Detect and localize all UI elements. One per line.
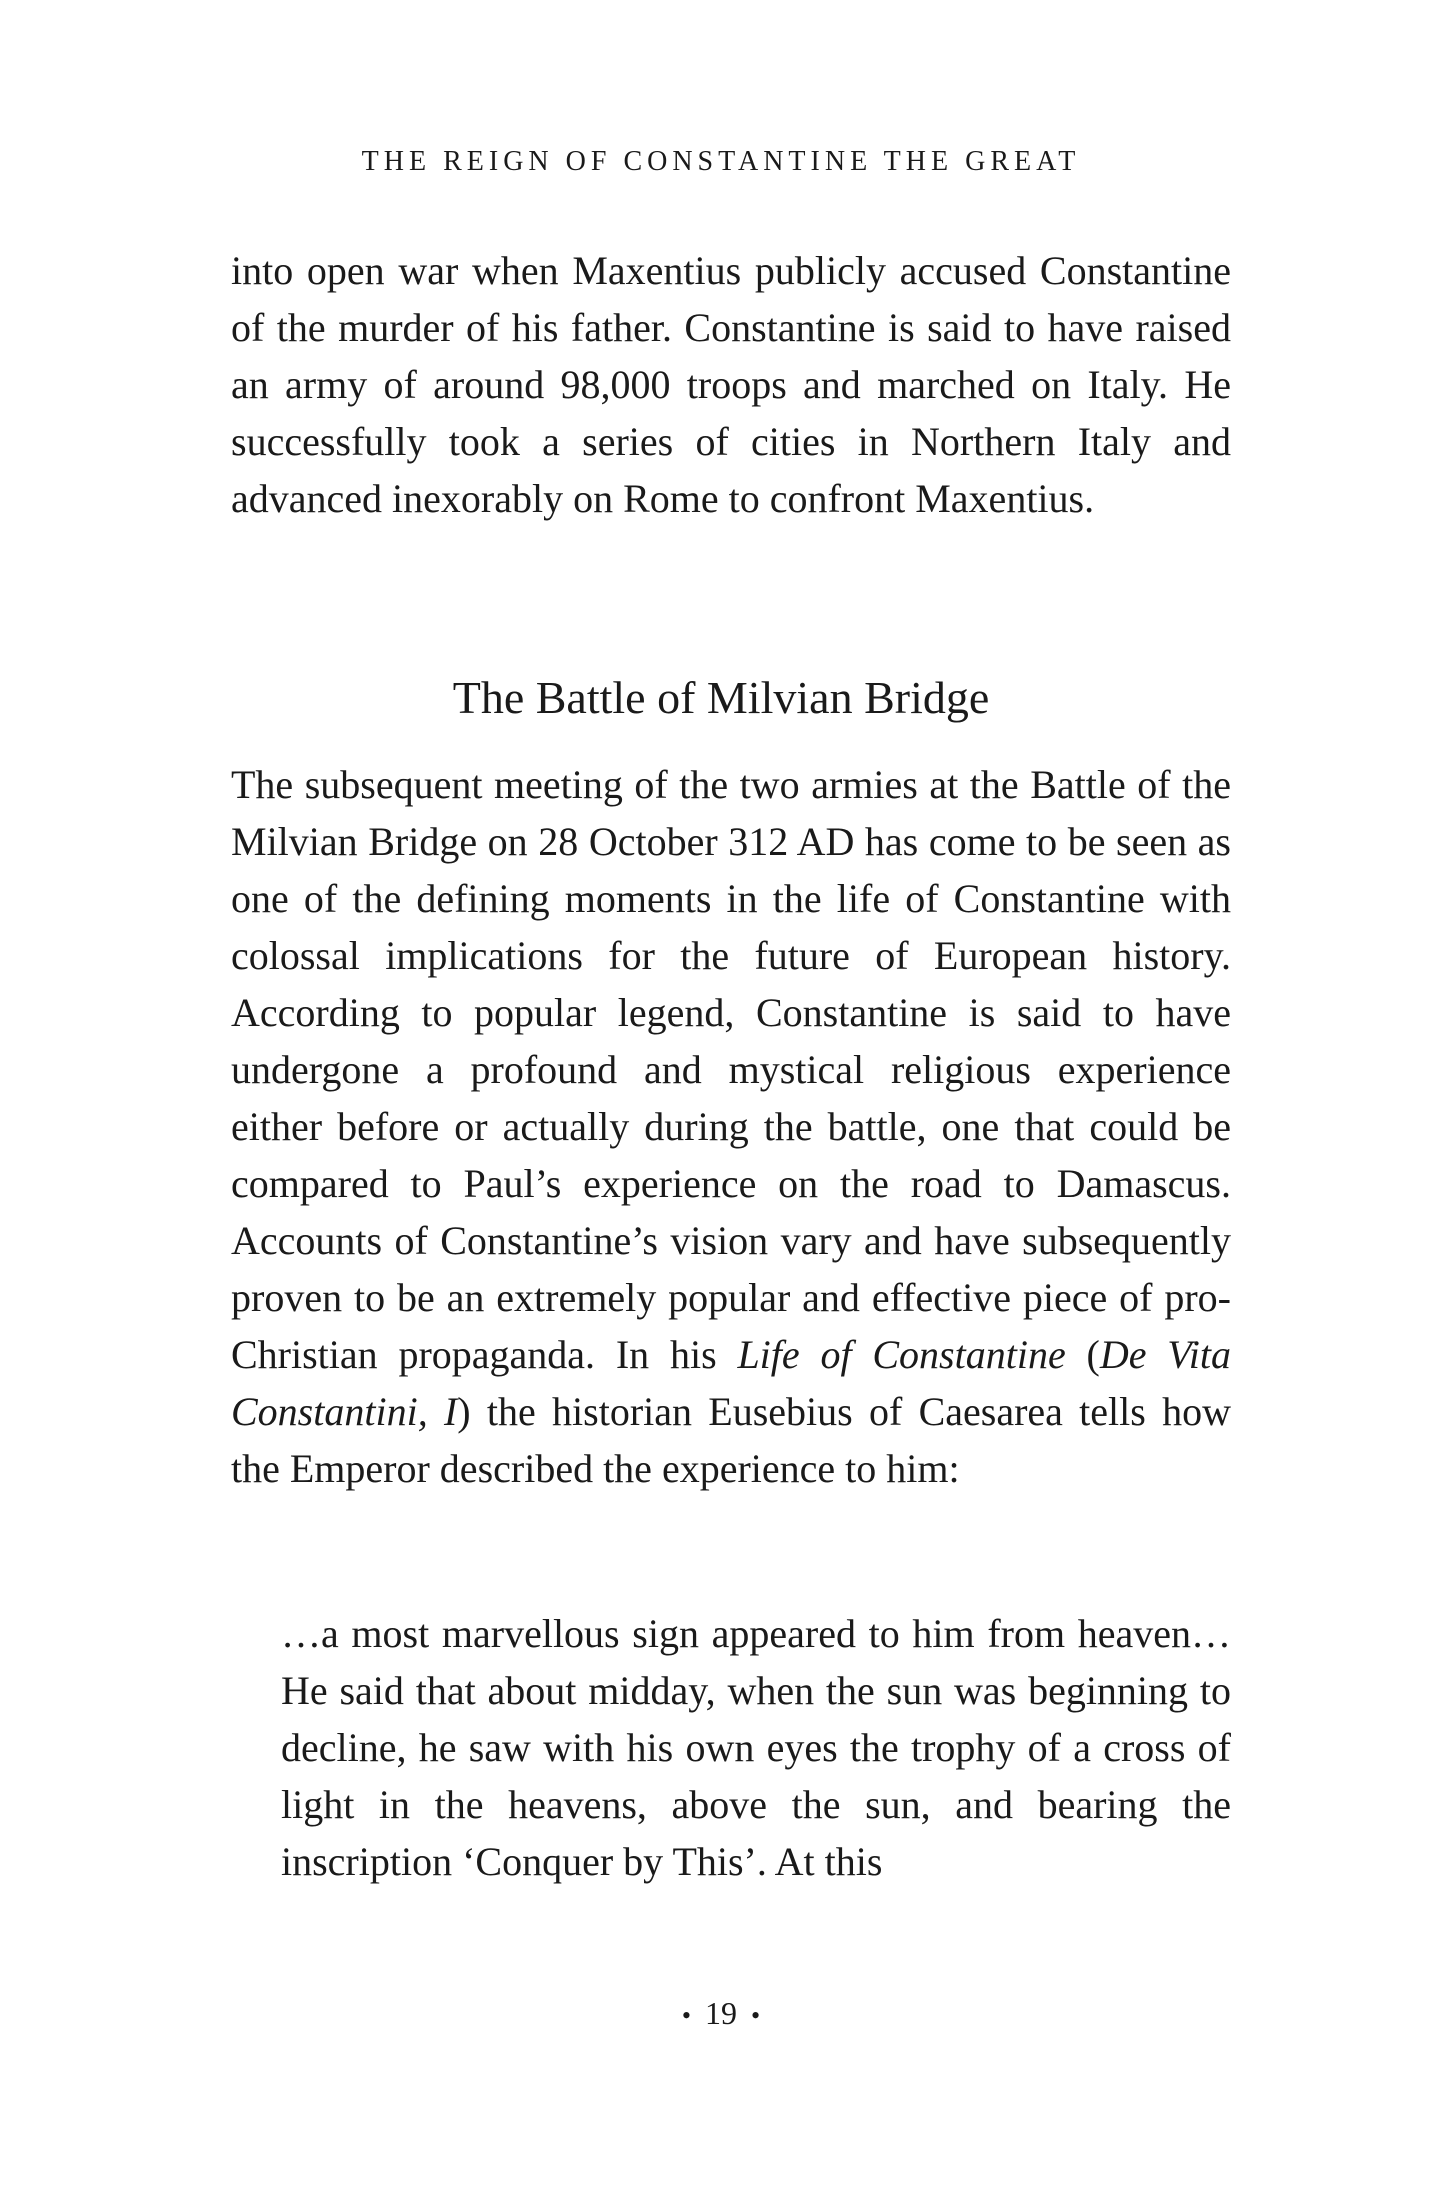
section-heading: The Battle of Milvian Bridge [452,672,990,723]
paragraph-battle [231,756,1231,1497]
paragraph-intro-container [231,242,1231,527]
running-head: THE REIGN OF CONSTANTINE THE GREAT [361,146,1081,177]
paragraph-intro: into open war when Maxentius publicly accused Constantine of the murder of his father. Constantine is said to have raised an army of around 98,000 troops and marched on Italy. He successfully took a series of cities in Northern Italy and advanced inexorably on Rome to confront Maxentius. [231,248,1231,521]
paragraph-battle-container [231,756,1231,1497]
paragraph-battle-text-c: ) the historian Eusebius of Caesarea tells how the Emperor described the experience to him: [231,1389,1231,1491]
folio-bullet-right: • [751,2001,761,2030]
page-number: 19 [705,1995,737,2031]
block-quote: …a most marvellous sign appeared to him from heaven… He said that about midday, when the sun was beginning to decline, he saw with his own eyes the trophy of a cross of light in the heavens, above the sun, and bearing the inscription ‘Conquer by This’. At this [281,1611,1231,1884]
page-footer [0,1993,1442,2036]
paragraph-battle-text-a: The subsequent meeting of the two armies at the Battle of the Milvian Bridge on 28 October 312 AD has come to be seen as one of the defining moments in the life of Constantine with colossal implications for the future of European history. According to popular legend, Constantine is said to have undergone a profound and mystical religious experience either before or actually during the battle, one that could be compared to Paul’s experience on the road to Damascus. Accounts of Constantine’s vision vary and have subsequently proven to be an extremely popular and effective piece of pro-Christian propaganda. In his [231,762,1231,1377]
book-title-latin: De Vita Constantini, I [231,1332,1231,1434]
book-title-life: Life of Constantine [737,1332,1066,1377]
block-quote-container [281,1605,1231,1890]
folio-bullet-left: • [681,2001,691,2030]
paragraph-battle-text-b: ( [1065,1332,1100,1377]
